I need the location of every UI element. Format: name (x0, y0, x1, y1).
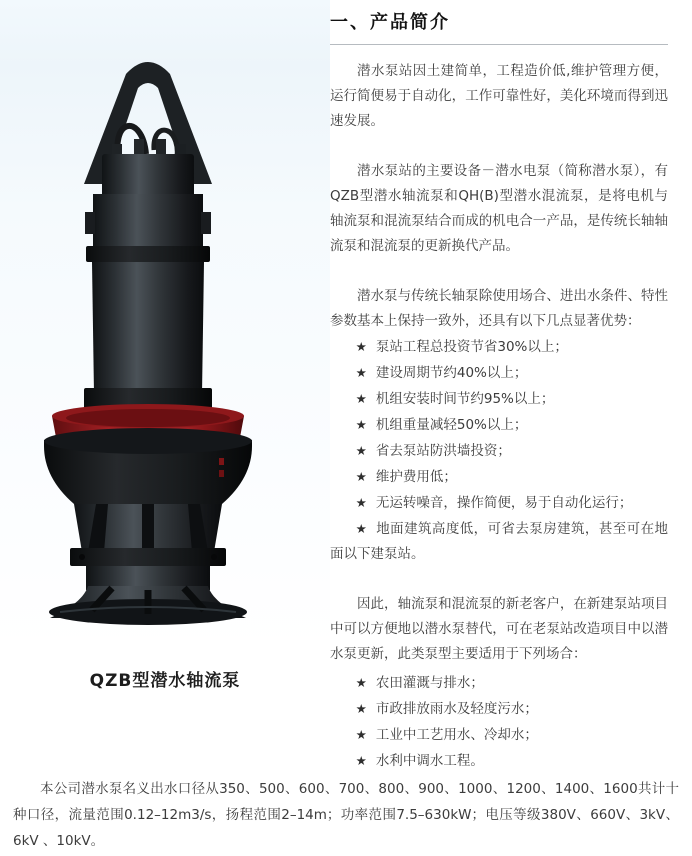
star-bullet-icon: ★ (355, 495, 367, 510)
star-bullet-icon: ★ (355, 391, 367, 406)
advantage-item: 地面建筑高度低，可省去泵房建筑，甚至可在地面以下建泵站。 (330, 521, 668, 562)
footer-specs-paragraph: 本公司潜水泵名义出水口径从350、500、600、700、800、900、1000、1200、1400、1600共计十种口径，流量范围0.12–12m3/s，扬程范围2–14m；功率范围7.5–630kW；电压等级380V、660V、3kV、6kV 、10kV。 (13, 781, 679, 849)
star-bullet-icon: ★ (355, 417, 367, 432)
section-title: 一、产品简介 (330, 12, 450, 33)
image-caption: QZB型潜水轴流泵 (89, 671, 241, 691)
paragraph-advantages-lead: 潜水泵与传统长轴泵除使用场合、进出水条件、特性参数基本上保持一致外，还具有以下几点显著优势： (330, 288, 668, 329)
star-bullet-icon: ★ (355, 365, 367, 380)
star-bullet-icon: ★ (355, 339, 367, 354)
content-column (330, 0, 668, 774)
star-bullet-icon: ★ (355, 727, 367, 742)
product-image-panel (0, 0, 330, 710)
advantage-item: 建设周期节约40%以上； (375, 365, 528, 381)
star-bullet-icon: ★ (355, 521, 368, 536)
advantage-list (330, 334, 668, 567)
star-bullet-icon: ★ (355, 675, 367, 690)
list-item (330, 490, 668, 516)
list-item (330, 386, 668, 412)
list-item (330, 696, 668, 722)
star-bullet-icon: ★ (355, 701, 367, 716)
application-item: 工业中工艺用水、冷却水； (375, 727, 538, 743)
advantage-item: 维护费用低； (375, 469, 457, 485)
list-item (330, 722, 668, 748)
star-bullet-icon: ★ (355, 469, 367, 484)
list-item (330, 464, 668, 490)
star-bullet-icon: ★ (355, 753, 367, 768)
paragraph-intro: 潜水泵站因土建简单，工程造价低,维护管理方便，运行简便易于自动化，工作可靠性好，美化环境而得到迅速发展。 (330, 63, 668, 129)
advantage-item: 机组安装时间节约95%以上； (375, 391, 555, 407)
list-item (330, 438, 668, 464)
pump-photo (0, 0, 330, 650)
submersible-pump-illustration (0, 26, 300, 626)
paragraph-applications-lead: 因此，轴流泵和混流泵的新老客户，在新建泵站项目中可以方便地以潜水泵替代，可在老泵站改造项目中以潜水泵更新，此类泵型主要适用于下列场合： (330, 596, 668, 662)
list-item (330, 334, 668, 360)
advantage-item: 机组重量减轻50%以上； (375, 417, 528, 433)
title-divider (330, 44, 668, 45)
application-item: 农田灌溉与排水； (375, 675, 484, 691)
application-item: 水利中调水工程。 (375, 753, 484, 769)
advantage-item: 无运转噪音，操作简便，易于自动化运行； (375, 495, 633, 511)
list-item (330, 360, 668, 386)
application-list (330, 670, 668, 774)
advantage-item: 泵站工程总投资节省30%以上； (375, 339, 568, 355)
list-item (330, 748, 668, 774)
application-item: 市政排放雨水及轻度污水； (375, 701, 538, 717)
list-item (330, 516, 668, 567)
paragraph-equipment: 潜水泵站的主要设备－潜水电泵（简称潜水泵），有QZB型潜水轴流泵和QH(B)型潜水混流泵，是将电机与轴流泵和混流泵结合而成的机电合一产品，是传统长轴轴流泵和混流泵的更新换代产品。 (330, 163, 668, 254)
list-item (330, 412, 668, 438)
list-item (330, 670, 668, 696)
advantage-item: 省去泵站防洪墙投资； (375, 443, 511, 459)
star-bullet-icon: ★ (355, 443, 367, 458)
